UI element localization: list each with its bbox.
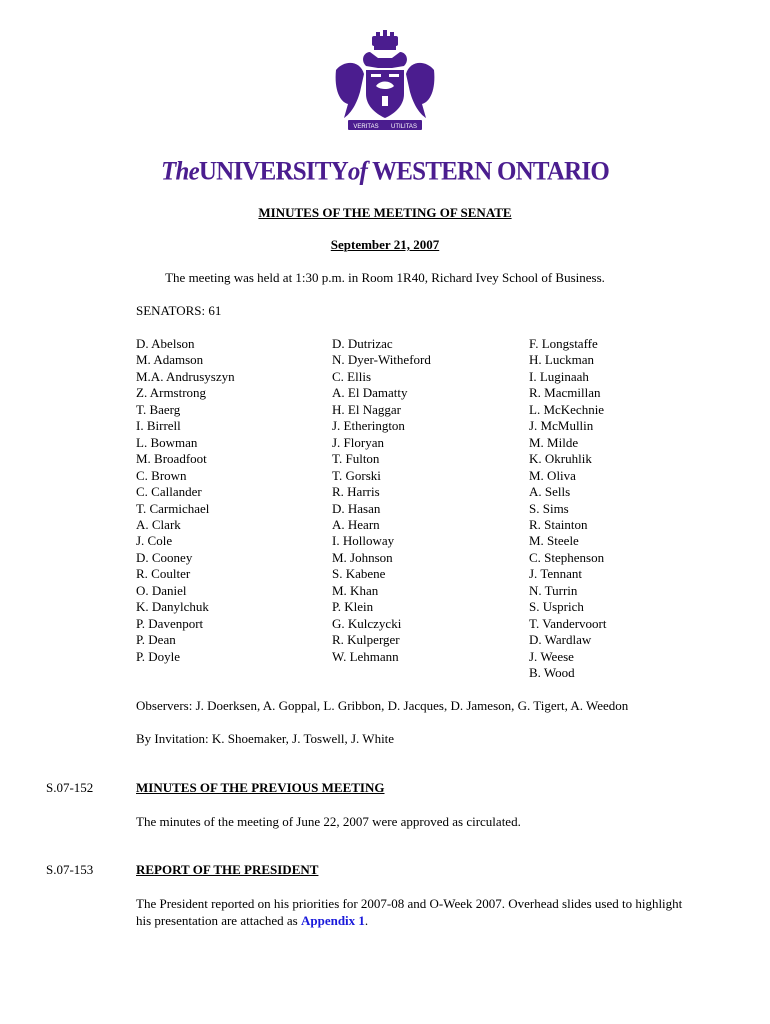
- appendix-link[interactable]: Appendix 1: [300, 913, 365, 928]
- invitation-line: By Invitation: K. Shoemaker, J. Toswell, J. White: [136, 731, 395, 746]
- crest-motto-left: VERITAS: [353, 124, 379, 130]
- senator-name: C. Brown: [136, 467, 187, 483]
- document-heading: MINUTES OF THE MEETING OF SENATE: [258, 205, 512, 220]
- senator-name: M. Adamson: [136, 352, 204, 368]
- senator-name: P. Davenport: [136, 615, 204, 631]
- senator-name: S. Usprich: [529, 599, 584, 615]
- meeting-date: September 21, 2007: [330, 237, 440, 252]
- senators-column-2: [332, 336, 431, 665]
- crest-motto-right: UTILITAS: [391, 124, 417, 130]
- section-number: S.07-152: [46, 780, 94, 795]
- senator-name: P. Klein: [332, 599, 374, 615]
- senator-name: D. Wardlaw: [529, 632, 592, 648]
- section-body: The President reported on his priorities for 2007-08 and O-Week 2007. Overhead slides used to highlight his presentation are attached as Appendix 1.: [136, 896, 683, 928]
- senator-name: R. Coulter: [136, 566, 191, 582]
- senator-name: N. Dyer-Witheford: [332, 352, 431, 368]
- senator-name: D. Abelson: [136, 336, 195, 351]
- section-number: S.07-153: [46, 862, 94, 877]
- senator-name: I. Luginaah: [529, 368, 589, 384]
- senators-column-3: [529, 336, 607, 682]
- senator-name: T. Gorski: [332, 467, 381, 483]
- senators-column-1: [136, 336, 235, 665]
- senator-name: D. Hasan: [332, 500, 381, 516]
- senator-name: A. Clark: [136, 516, 181, 532]
- senator-name: T. Vandervoort: [529, 615, 607, 631]
- senator-name: R. Kulperger: [332, 632, 400, 648]
- senator-name: H. Luckman: [529, 352, 594, 368]
- senator-name: M. Johnson: [332, 549, 393, 565]
- senator-name: C. Stephenson: [529, 549, 605, 565]
- senator-name: A. Hearn: [332, 516, 380, 532]
- senator-name: T. Baerg: [136, 401, 181, 417]
- senator-name: M. Oliva: [529, 467, 576, 483]
- senator-name: K. Okruhlik: [529, 451, 592, 467]
- senator-name: B. Wood: [529, 665, 575, 681]
- senator-name: M. Khan: [332, 582, 379, 598]
- senator-name: R. Macmillan: [529, 385, 601, 401]
- senator-name: I. Birrell: [136, 418, 181, 434]
- senator-name: C. Callander: [136, 484, 202, 500]
- senator-name: N. Turrin: [529, 582, 578, 598]
- senator-name: G. Kulczycki: [332, 615, 402, 631]
- senator-name: T. Fulton: [332, 451, 380, 467]
- senator-name: J. Floryan: [332, 434, 384, 450]
- meeting-intro: The meeting was held at 1:30 p.m. in Room 1R40, Richard Ivey School of Business.: [165, 270, 605, 285]
- senator-name: J. Tennant: [529, 566, 583, 582]
- senator-name: S. Kabene: [332, 566, 386, 582]
- university-crest-logo: [330, 30, 440, 140]
- section-title: REPORT OF THE PRESIDENT: [136, 862, 319, 877]
- senator-name: A. Sells: [529, 484, 571, 500]
- senator-name: A. El Damatty: [332, 385, 408, 401]
- senator-name: M. Milde: [529, 434, 579, 450]
- senator-name: S. Sims: [529, 500, 569, 516]
- senator-name: J. McMullin: [529, 418, 594, 434]
- senator-name: M. Broadfoot: [136, 451, 207, 467]
- observers-line: Observers: J. Doerksen, A. Goppal, L. Gribbon, D. Jacques, D. Jameson, G. Tigert, A. Weedon: [136, 698, 629, 713]
- senator-name: C. Ellis: [332, 368, 372, 384]
- senator-name: M. Steele: [529, 533, 579, 549]
- senator-name: R. Harris: [332, 484, 380, 500]
- senator-name: T. Carmichael: [136, 500, 210, 516]
- section-title: MINUTES OF THE PREVIOUS MEETING: [136, 780, 385, 795]
- senator-name: I. Holloway: [332, 533, 395, 549]
- senator-name: J. Etherington: [332, 418, 405, 434]
- senator-name: L. Bowman: [136, 434, 198, 450]
- senator-name: Z. Armstrong: [136, 385, 207, 401]
- senator-name: D. Cooney: [136, 549, 193, 565]
- senator-name: M.A. Andrusyszyn: [136, 368, 235, 384]
- senator-name: K. Danylchuk: [136, 599, 209, 615]
- senator-name: L. McKechnie: [529, 401, 605, 417]
- section-body: The minutes of the meeting of June 22, 2007 were approved as circulated.: [136, 814, 521, 829]
- university-wordmark: TheUNIVERSITYof WESTERN ONTARIO: [161, 157, 609, 186]
- senator-name: W. Lehmann: [332, 648, 399, 664]
- senator-name: J. Weese: [529, 648, 574, 664]
- senators-count-label: SENATORS: 61: [136, 303, 222, 318]
- senator-name: F. Longstaffe: [529, 336, 598, 351]
- senator-name: P. Doyle: [136, 648, 181, 664]
- senator-name: O. Daniel: [136, 582, 187, 598]
- senator-name: D. Dutrizac: [332, 336, 393, 351]
- senator-name: R. Stainton: [529, 516, 588, 532]
- senator-name: P. Dean: [136, 632, 176, 648]
- senator-name: J. Cole: [136, 533, 173, 549]
- senator-name: H. El Naggar: [332, 401, 401, 417]
